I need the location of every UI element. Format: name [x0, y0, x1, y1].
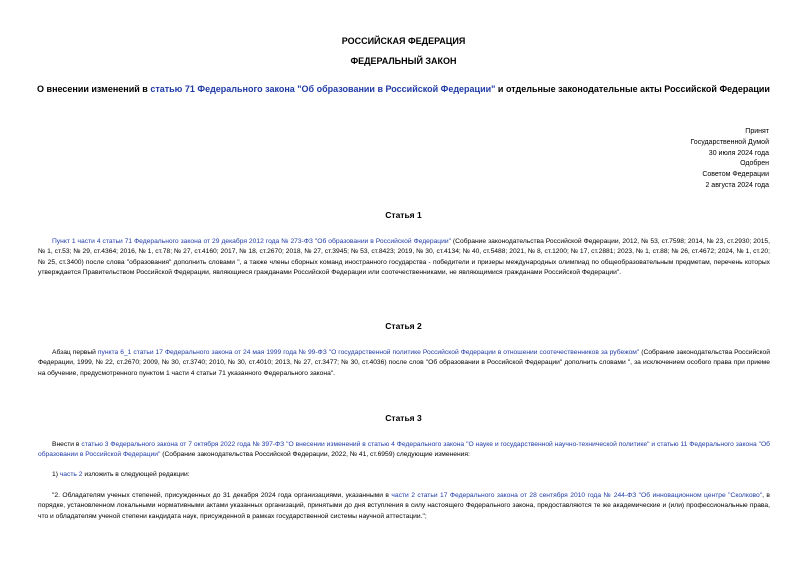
adoption-block [589, 127, 769, 192]
item-1-prefix: 1) [52, 471, 60, 478]
adoption-line: 30 июля 2024 года [708, 149, 769, 157]
article-3-pre: Внести в [52, 441, 82, 448]
article-3-quote [38, 491, 770, 522]
quote-post: , в порядке, установленном локальными нормативными актами указанных организаций, принятыми до дня вступления в силу настоящего Федерального закона, предоставляются те же академические и (или) профессиональные права, что и обладателям ученой степени кандидата наук, присужденной в рамках государственной системы научной аттестации."; [38, 492, 770, 520]
article-2-link[interactable]: пункта 6_1 статьи 17 Федерального закона от 24 мая 1999 года № 99-ФЗ "О государственной политике Российской Федерации в отношении соотечественников за рубежом" [97, 349, 640, 356]
adoption-line: Государственной Думой [690, 138, 769, 146]
article-3-text [38, 440, 770, 461]
article-1-heading: Статья 1 [385, 210, 422, 220]
item-1-link[interactable]: часть 2 [59, 471, 83, 478]
article-1-body: (Собрание законодательства Российской Федерации, 2012, № 53, ст.7598; 2014, № 23, ст.2930; 2015, № 1, ст.53; № 29, ст.4364; 2016, № 1, ст.78; № 27, ст.4160; 2017, № 18, ст.2670; 2018, № 27, ст.3945; № 53, ст.8423; 2019, № 30, ст.4134; № 40, ст.5488; 2021, № 8, ст.1200; № 17, ст.2881; 2023, № 1, ст.88; № 26, ст.4672; 2024, № 1, ст.20; № 25, ст.3400) после слова "образования" дополнить словами ", а также члены сборных команд иностранного государства - победители и призеры международных олимпиад по общеобразовательным предметам, перечень которых утверждается Правительством Российской Федерации, являющиеся гражданами Российской Федерации или соотечественниками, не являющимися гражданами Российской Федерации". [38, 238, 770, 276]
adoption-line: Принят [745, 128, 769, 135]
federation-heading: РОССИЙСКАЯ ФЕДЕРАЦИЯ [341, 36, 466, 46]
law-title [20, 84, 787, 94]
article-2-pre: Абзац первый [52, 349, 98, 356]
article-2-text [38, 348, 770, 379]
article-2-heading: Статья 2 [385, 321, 422, 331]
law-type-heading: ФЕДЕРАЛЬНЫЙ ЗАКОН [350, 56, 457, 66]
item-1-post: изложить в следующей редакции: [82, 471, 190, 478]
adoption-line: Советом Федерации [702, 171, 769, 179]
article-3-item-1 [38, 470, 770, 480]
article-3-heading: Статья 3 [385, 413, 422, 423]
quote-link[interactable]: части 2 статьи 17 Федерального закона от 28 сентября 2010 года № 244-ФЗ "Об инновационном центре "Сколково" [391, 492, 763, 499]
law-title-link[interactable]: статью 71 Федерального закона "Об образовании в Российской Федерации" [150, 84, 496, 94]
article-3-link[interactable]: статью 3 Федерального закона от 7 октября 2022 года № 397-ФЗ "О внесении изменений в статью 4 Федерального закона "О науке и государственной научно-технической политике" и статью 11 Федерального закона "Об образовании в Российской Федерации" [38, 441, 770, 459]
quote-pre: "2. Обладателям ученых степеней, присужденных до 31 декабря 2024 года организациями, указанными в [52, 492, 392, 499]
law-title-post: и отдельные законодательные акты Российской Федерации [495, 84, 770, 94]
article-2-body: (Собрание законодательства Российской Федерации, 1999, № 22, ст.2670; 2009, № 30, ст.3740; 2010, № 30, ст.4010; 2013, № 27, ст.3477; № 30, ст.4036) после слов "Об образовании в Российской Федерации" дополнить словами ", за исключением особого права при приеме на обучение, предусмотренного пунктом 1 части 4 статьи 71 указанного Федерального закона". [38, 349, 770, 377]
article-1-link[interactable]: Пункт 1 части 4 статьи 71 Федерального закона от 29 декабря 2012 года № 273-ФЗ "Об образовании в Российской Федерации" [52, 238, 451, 245]
law-title-pre: О внесении изменений в [37, 84, 151, 94]
article-3-body: (Собрание законодательства Российской Федерации, 2022, № 41, ст.6959) следующие изменения: [160, 451, 470, 459]
adoption-line: Одобрен [740, 160, 769, 168]
article-1-text [38, 237, 770, 278]
adoption-line: 2 августа 2024 года [705, 181, 769, 189]
